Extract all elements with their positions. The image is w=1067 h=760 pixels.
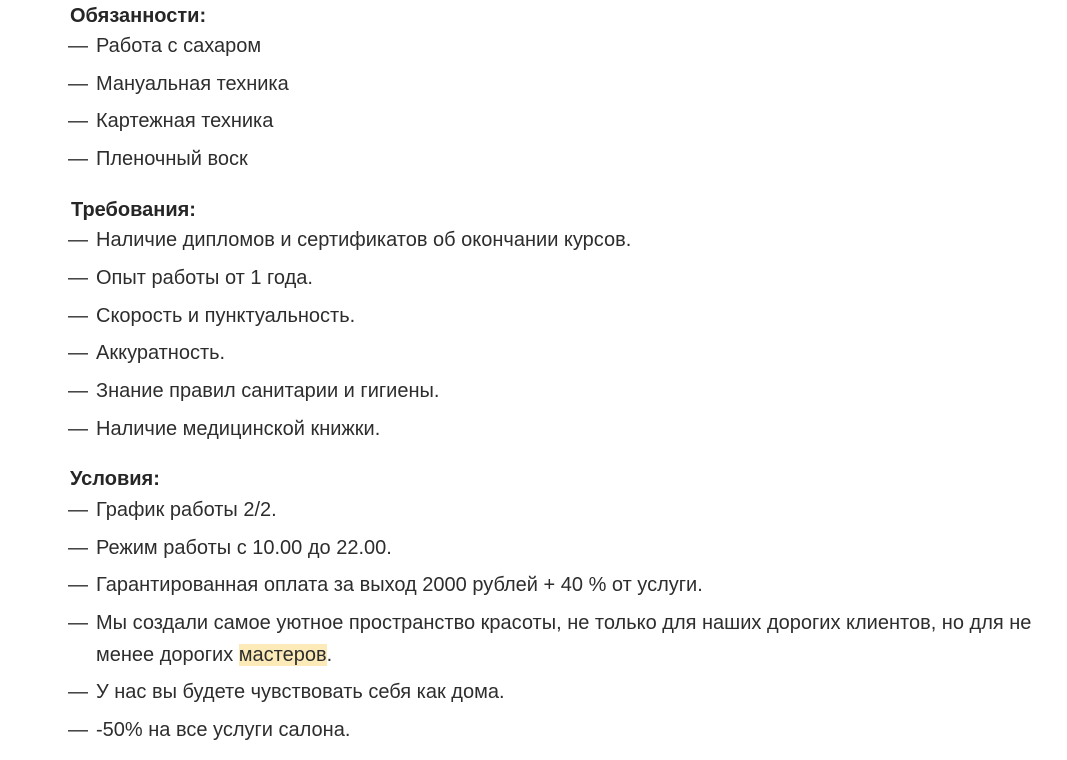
bullet-dash: — (68, 418, 88, 440)
list-item (68, 300, 1043, 332)
section-heading-conditions: Условия: (70, 468, 160, 490)
list-item (68, 337, 1043, 369)
list-item-text: Наличие медицинской книжки. (96, 418, 381, 440)
list-item-text: Картежная техника (96, 110, 274, 132)
list-item-text: Наличие дипломов и сертификатов об окончании курсов. (96, 229, 632, 251)
bullet-dash: — (68, 574, 88, 596)
list-item (68, 105, 1043, 137)
list-item (68, 714, 1043, 746)
list-item-text-before: Мы создали самое уютное пространство красоты, не только для наших дорогих клиентов, но для не менее дорогих (96, 612, 1032, 666)
list-item-text: График работы 2/2. (96, 499, 277, 521)
bullet-dash: — (68, 380, 88, 402)
list-item-text: У нас вы будете чувствовать себя как дома. (96, 681, 505, 703)
list-item-text: Знание правил санитарии и гигиены. (96, 380, 440, 402)
list-item-text: Режим работы с 10.00 до 22.00. (96, 537, 392, 559)
list-item-text: Гарантированная оплата за выход 2000 рублей + 40 % от услуги. (96, 574, 703, 596)
list-item (68, 30, 1043, 62)
bullet-dash: — (68, 499, 88, 521)
list-item-text: Мануальная техника (96, 73, 289, 95)
bullet-dash: — (68, 267, 88, 289)
list-item (68, 375, 1043, 407)
bullet-dash: — (68, 110, 88, 132)
list-item (68, 569, 1043, 601)
bullet-dash: — (68, 719, 88, 741)
list-item-text (96, 607, 1043, 671)
list-item-text: Опыт работы от 1 года. (96, 267, 313, 289)
list-item (68, 143, 1043, 175)
bullet-dash: — (68, 73, 88, 95)
bullet-dash: — (68, 229, 88, 251)
list-item-text: Пленочный воск (96, 148, 248, 170)
section-heading-duties: Обязанности: (70, 5, 207, 27)
highlighted-word: мастеров (238, 644, 327, 666)
list-item-text: Скорость и пунктуальность. (96, 305, 356, 327)
list-item (68, 676, 1043, 708)
bullet-dash: — (68, 35, 88, 57)
list-item (68, 494, 1043, 526)
bullet-dash: — (68, 681, 88, 703)
list-item (68, 224, 1043, 256)
list-item-text: -50% на все услуги салона. (96, 719, 351, 741)
list-item (68, 262, 1043, 294)
bullet-dash: — (68, 612, 88, 634)
list-item (68, 68, 1043, 100)
bullet-dash: — (68, 305, 88, 327)
bullet-dash: — (68, 537, 88, 559)
list-item-text: Аккуратность. (96, 342, 226, 364)
bullet-dash: — (68, 342, 88, 364)
list-item (68, 532, 1043, 564)
section-heading-requirements: Требования: (71, 199, 196, 221)
list-item-text: Работа с сахаром (96, 35, 262, 57)
bullet-dash: — (68, 148, 88, 170)
list-item (68, 607, 1043, 671)
list-item (68, 413, 1043, 445)
list-item-text-after: . (326, 644, 333, 666)
